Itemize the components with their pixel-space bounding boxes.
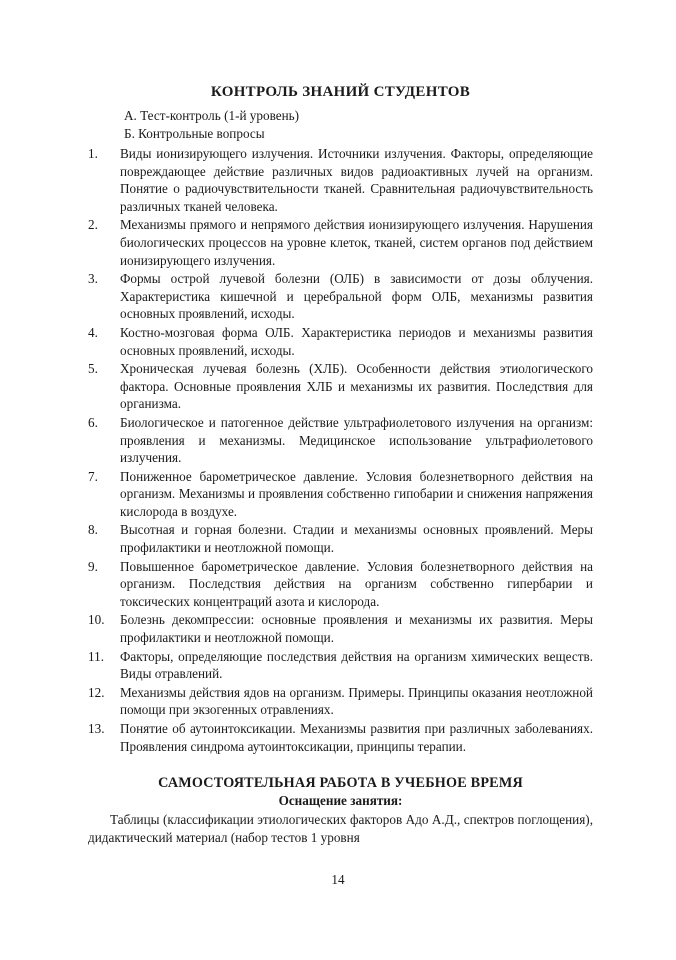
question-number: 1. <box>88 146 98 161</box>
section-title-independent-work: САМОСТОЯТЕЛЬНАЯ РАБОТА В УЧЕБНОЕ ВРЕМЯ <box>158 775 523 792</box>
question-item <box>88 468 593 521</box>
question-item <box>88 270 593 323</box>
question-number: 3. <box>88 271 98 287</box>
question-item <box>88 720 593 755</box>
question-item <box>88 216 593 269</box>
question-item <box>88 145 593 215</box>
question-item <box>88 521 593 556</box>
question-number: 12. <box>88 684 105 700</box>
question-number: 7. <box>88 468 98 484</box>
page-number: 14 <box>331 872 345 887</box>
question-text: Виды ионизирующего излучения. Источники излучения. Факторы, определяющие повреждающее действие различных видов радиоактивных лучей на организм. Понятие о радиочувствительности тканей. Сравнительная радиочувствительность различных тканей человека. <box>120 146 593 214</box>
question-text: Пониженное барометрическое давление. Условия болезнетворного действия на организм. Механизмы и проявления собственно гипобарии и снижения напряжения кислорода в воздухе. <box>120 468 593 519</box>
question-number: 6. <box>88 414 98 430</box>
question-text: Факторы, определяющие последствия действия на организм химических веществ. Виды отравлений. <box>120 648 593 682</box>
question-text: Высотная и горная болезни. Стадии и механизмы основных проявлений. Меры профилактики и неотложной помощи. <box>120 522 593 556</box>
question-text: Формы острой лучевой болезни (ОЛБ) в зависимости от дозы облучения. Характеристика кишечной и церебральной форм ОЛБ, механизмы развития основных проявлений, исходы. <box>120 271 593 322</box>
question-text: Болезнь декомпрессии: основные проявления и механизмы их развития. Меры профилактики и неотложной помощи. <box>120 612 593 646</box>
question-text: Хроническая лучевая болезнь (ХЛБ). Особенности действия этиологического фактора. Основные проявления ХЛБ и механизмы их развития. Последствия для организма. <box>120 361 593 412</box>
question-number: 11. <box>88 648 104 664</box>
subtitle-equipment: Оснащение занятия: <box>278 793 403 809</box>
section-title-knowledge-control: КОНТРОЛЬ ЗНАНИЙ СТУДЕНТОВ <box>210 84 471 100</box>
question-text: Биологическое и патогенное действие ультрафиолетового излучения на организм: проявления и механизмы. Медицинское использование ультрафиолетового излучения. <box>120 414 593 466</box>
question-number: 4. <box>88 324 98 340</box>
question-item <box>88 684 593 719</box>
question-item <box>88 611 593 646</box>
question-item <box>88 648 593 683</box>
page-content <box>88 84 593 847</box>
question-text: Понятие об аутоинтоксикации. Механизмы развития при различных заболеваниях. Проявления синдрома аутоинтоксикации, принципы терапии. <box>120 721 593 754</box>
question-item <box>88 414 593 467</box>
equipment-paragraph: Таблицы (классификации этиологических факторов Адо А.Д., спектров поглощения), дидактический материал (набор тестов 1 уровня <box>88 812 593 846</box>
subheading-control-questions: Б. Контрольные вопросы <box>124 126 265 141</box>
question-number: 9. <box>88 558 98 574</box>
question-item <box>88 324 593 359</box>
subheading-test-control: А. Тест-контроль (1-й уровень) <box>124 108 300 123</box>
questions-list <box>88 145 593 755</box>
question-item <box>88 558 593 611</box>
question-item <box>88 360 593 413</box>
question-text: Механизмы действия ядов на организм. Примеры. Принципы оказания неотложной помощи при экзогенных отравлениях. <box>120 684 593 718</box>
question-number: 8. <box>88 522 98 538</box>
question-text: Механизмы прямого и непрямого действия ионизирующего излучения. Нарушения биологических процессов на уровне клеток, тканей, систем органов под действием ионизирующего излучения. <box>120 217 593 268</box>
question-number: 10. <box>88 612 105 628</box>
question-text: Повышенное барометрическое давление. Условия болезнетворного действия на организм. Последствия действия на организм собственно гипербарии и токсических концентраций азота и кислорода. <box>120 558 593 609</box>
question-number: 5. <box>88 361 98 377</box>
question-text: Костно-мозговая форма ОЛБ. Характеристика периодов и механизмы развития основных проявлений, исходы. <box>120 324 593 358</box>
question-number: 2. <box>88 217 98 233</box>
question-number: 13. <box>88 721 105 736</box>
